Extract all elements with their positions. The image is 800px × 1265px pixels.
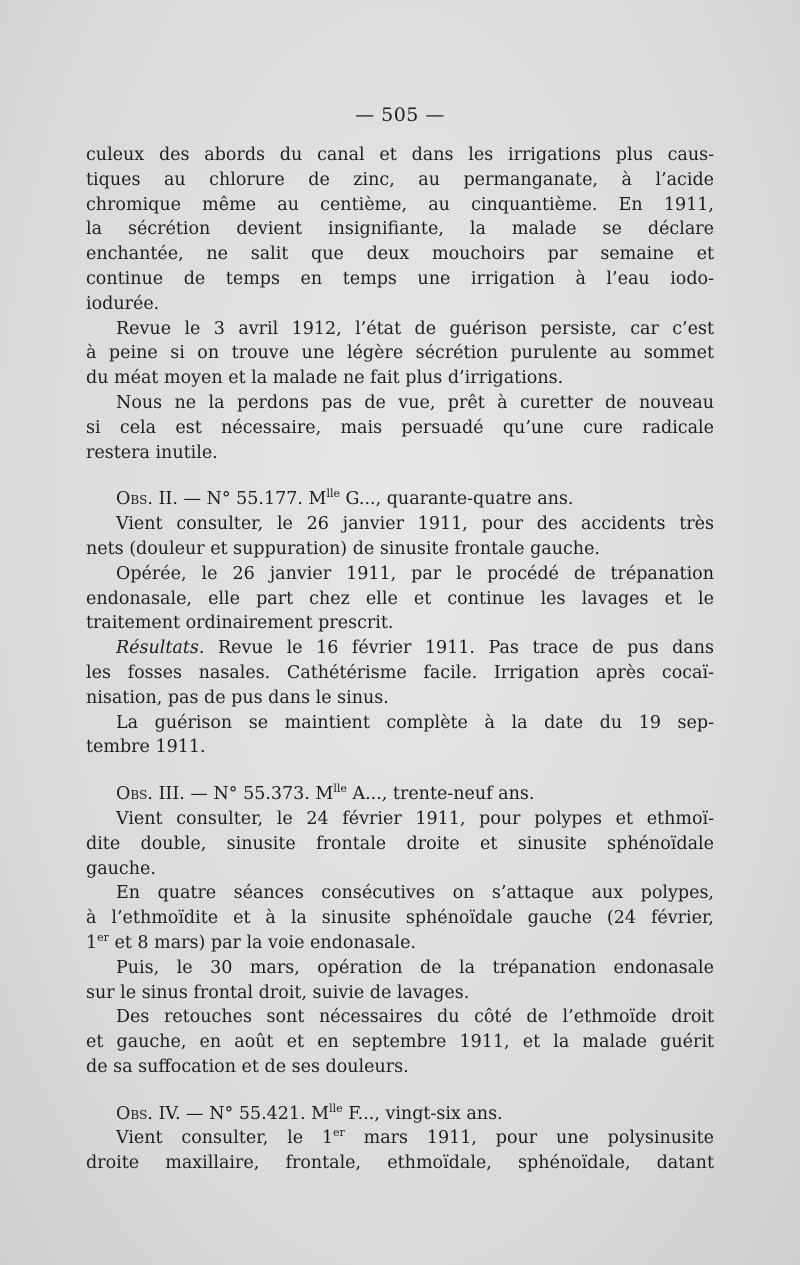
text-line: droite maxillaire, frontale, ethmoïdale, sphénoïdale, datant — [86, 1153, 714, 1174]
text-span: Vient consulter, le 1 — [116, 1128, 334, 1149]
text-line: Des retouches sont nécessaires du côté de l’ethmoïde droit — [116, 1007, 714, 1028]
text-line: Revue le 3 avril 1912, l’état de guérison persiste, car c’est — [116, 318, 714, 339]
text-line: si cela est nécessaire, mais persuadé qu’une cure radicale — [86, 417, 714, 438]
text-line: endonasale, elle part chez elle et continue les lavages et le — [86, 588, 714, 609]
page-number: — 505 — — [355, 104, 445, 126]
text-line: En quatre séances consécutives on s’attaque aux polypes, — [116, 883, 714, 904]
obs-patient: F..., vingt-six ans. — [342, 1103, 503, 1124]
paragraph-suivi — [86, 391, 714, 465]
text-line: Puis, le 30 mars, opération de la trépanation endonasale — [116, 957, 714, 978]
text-line: Vient consulter, le 24 février 1911, pour polypes et ethmoï- — [116, 808, 714, 829]
obs-3-paragraph — [86, 807, 714, 881]
superscript: er — [97, 931, 109, 945]
text-line: de sa suffocation et de ses douleurs. — [86, 1056, 409, 1077]
text-span: 1 — [86, 932, 98, 953]
text-line: sur le sinus frontal droit, suivie de lavages. — [86, 982, 470, 1003]
obs-number: — N° 55.421. M — [180, 1103, 330, 1124]
text-line: chromique même au centième, au cinquantième. En 1911, — [86, 194, 714, 215]
obs-2-paragraph — [86, 512, 714, 562]
obs-number: — N° 55.177. M — [177, 489, 327, 510]
obs-2-results — [86, 636, 714, 710]
obs-2-heading — [86, 487, 714, 512]
text-line: iodurée. — [86, 293, 160, 314]
text-line: restera inutile. — [86, 442, 218, 463]
obs-3-paragraph — [86, 956, 714, 1006]
text-line: continue de temps en temps une irrigation à l’eau iodo- — [86, 268, 714, 289]
text-span: et 8 mars) par la voie endonasale. — [108, 932, 416, 953]
obs-4-paragraph — [86, 1126, 714, 1176]
text-line: la sécrétion devient insignifiante, la malade se déclare — [86, 219, 714, 240]
obs-label: Obs. IV. — [116, 1103, 181, 1124]
text-span: mars 1911, pour une polysinusite — [344, 1128, 714, 1149]
text-line: La guérison se maintient complète à la date du 19 sep- — [116, 712, 714, 733]
obs-patient: A..., trente-neuf ans. — [346, 784, 535, 805]
text-span: Revue le 16 février 1911. Pas trace de pus dans — [204, 638, 714, 659]
text-line: gauche. — [86, 858, 156, 879]
obs-label: Obs. III. — [116, 784, 185, 805]
text-line: les fosses nasales. Cathétérisme facile. Irrigation après cocaï- — [86, 662, 714, 683]
superscript: lle — [326, 487, 340, 501]
obs-3-paragraph — [86, 1005, 714, 1079]
text-line: enchantée, ne salit que deux mouchoirs par semaine et — [86, 244, 714, 265]
text-line: à l’ethmoïdite et à la sinusite sphénoïdale gauche (24 février, — [86, 908, 714, 929]
text-line: et gauche, en août et en septembre 1911, et la malade guérit — [86, 1032, 714, 1053]
obs-label: Obs. II. — [116, 489, 178, 510]
text-line: à peine si on trouve une légère sécrétion purulente au sommet — [86, 343, 714, 364]
obs-2-paragraph — [86, 562, 714, 636]
text-line: culeux des abords du canal et dans les irrigations plus caus- — [86, 145, 714, 165]
obs-2-paragraph — [86, 711, 714, 761]
obs-3-paragraph — [86, 881, 714, 955]
text-line: nisation, pas de pus dans le sinus. — [86, 687, 389, 708]
obs-patient: G..., quarante-quatre ans. — [339, 489, 574, 510]
superscript: er — [333, 1126, 345, 1140]
text-line: traitement ordinairement prescrit. — [86, 613, 394, 634]
obs-4-heading — [86, 1102, 714, 1127]
paragraph-revue — [86, 317, 714, 391]
text-line: tembre 1911. — [86, 737, 206, 758]
obs-number: — N° 55.373. M — [184, 784, 334, 805]
superscript: lle — [329, 1101, 343, 1115]
obs-3-heading — [86, 782, 714, 807]
body-text — [86, 143, 714, 1176]
text-line: tiques au chlorure de zinc, au permanganate, à l’acide — [86, 169, 714, 190]
results-label: Résultats. — [116, 638, 205, 659]
paragraph-continuation — [86, 143, 714, 317]
text-line: dite double, sinusite frontale droite et sinusite sphénoïdale — [86, 833, 714, 854]
text-line: nets (douleur et suppuration) de sinusite frontale gauche. — [86, 538, 600, 559]
superscript: lle — [333, 782, 347, 796]
text-line: Opérée, le 26 janvier 1911, par le procédé de trépanation — [116, 563, 714, 584]
text-line: Vient consulter, le 26 janvier 1911, pour des accidents très — [116, 514, 714, 535]
text-line: Nous ne la perdons pas de vue, prêt à curetter de nouveau — [116, 392, 714, 413]
text-line: du méat moyen et la malade ne fait plus d’irrigations. — [86, 368, 564, 389]
